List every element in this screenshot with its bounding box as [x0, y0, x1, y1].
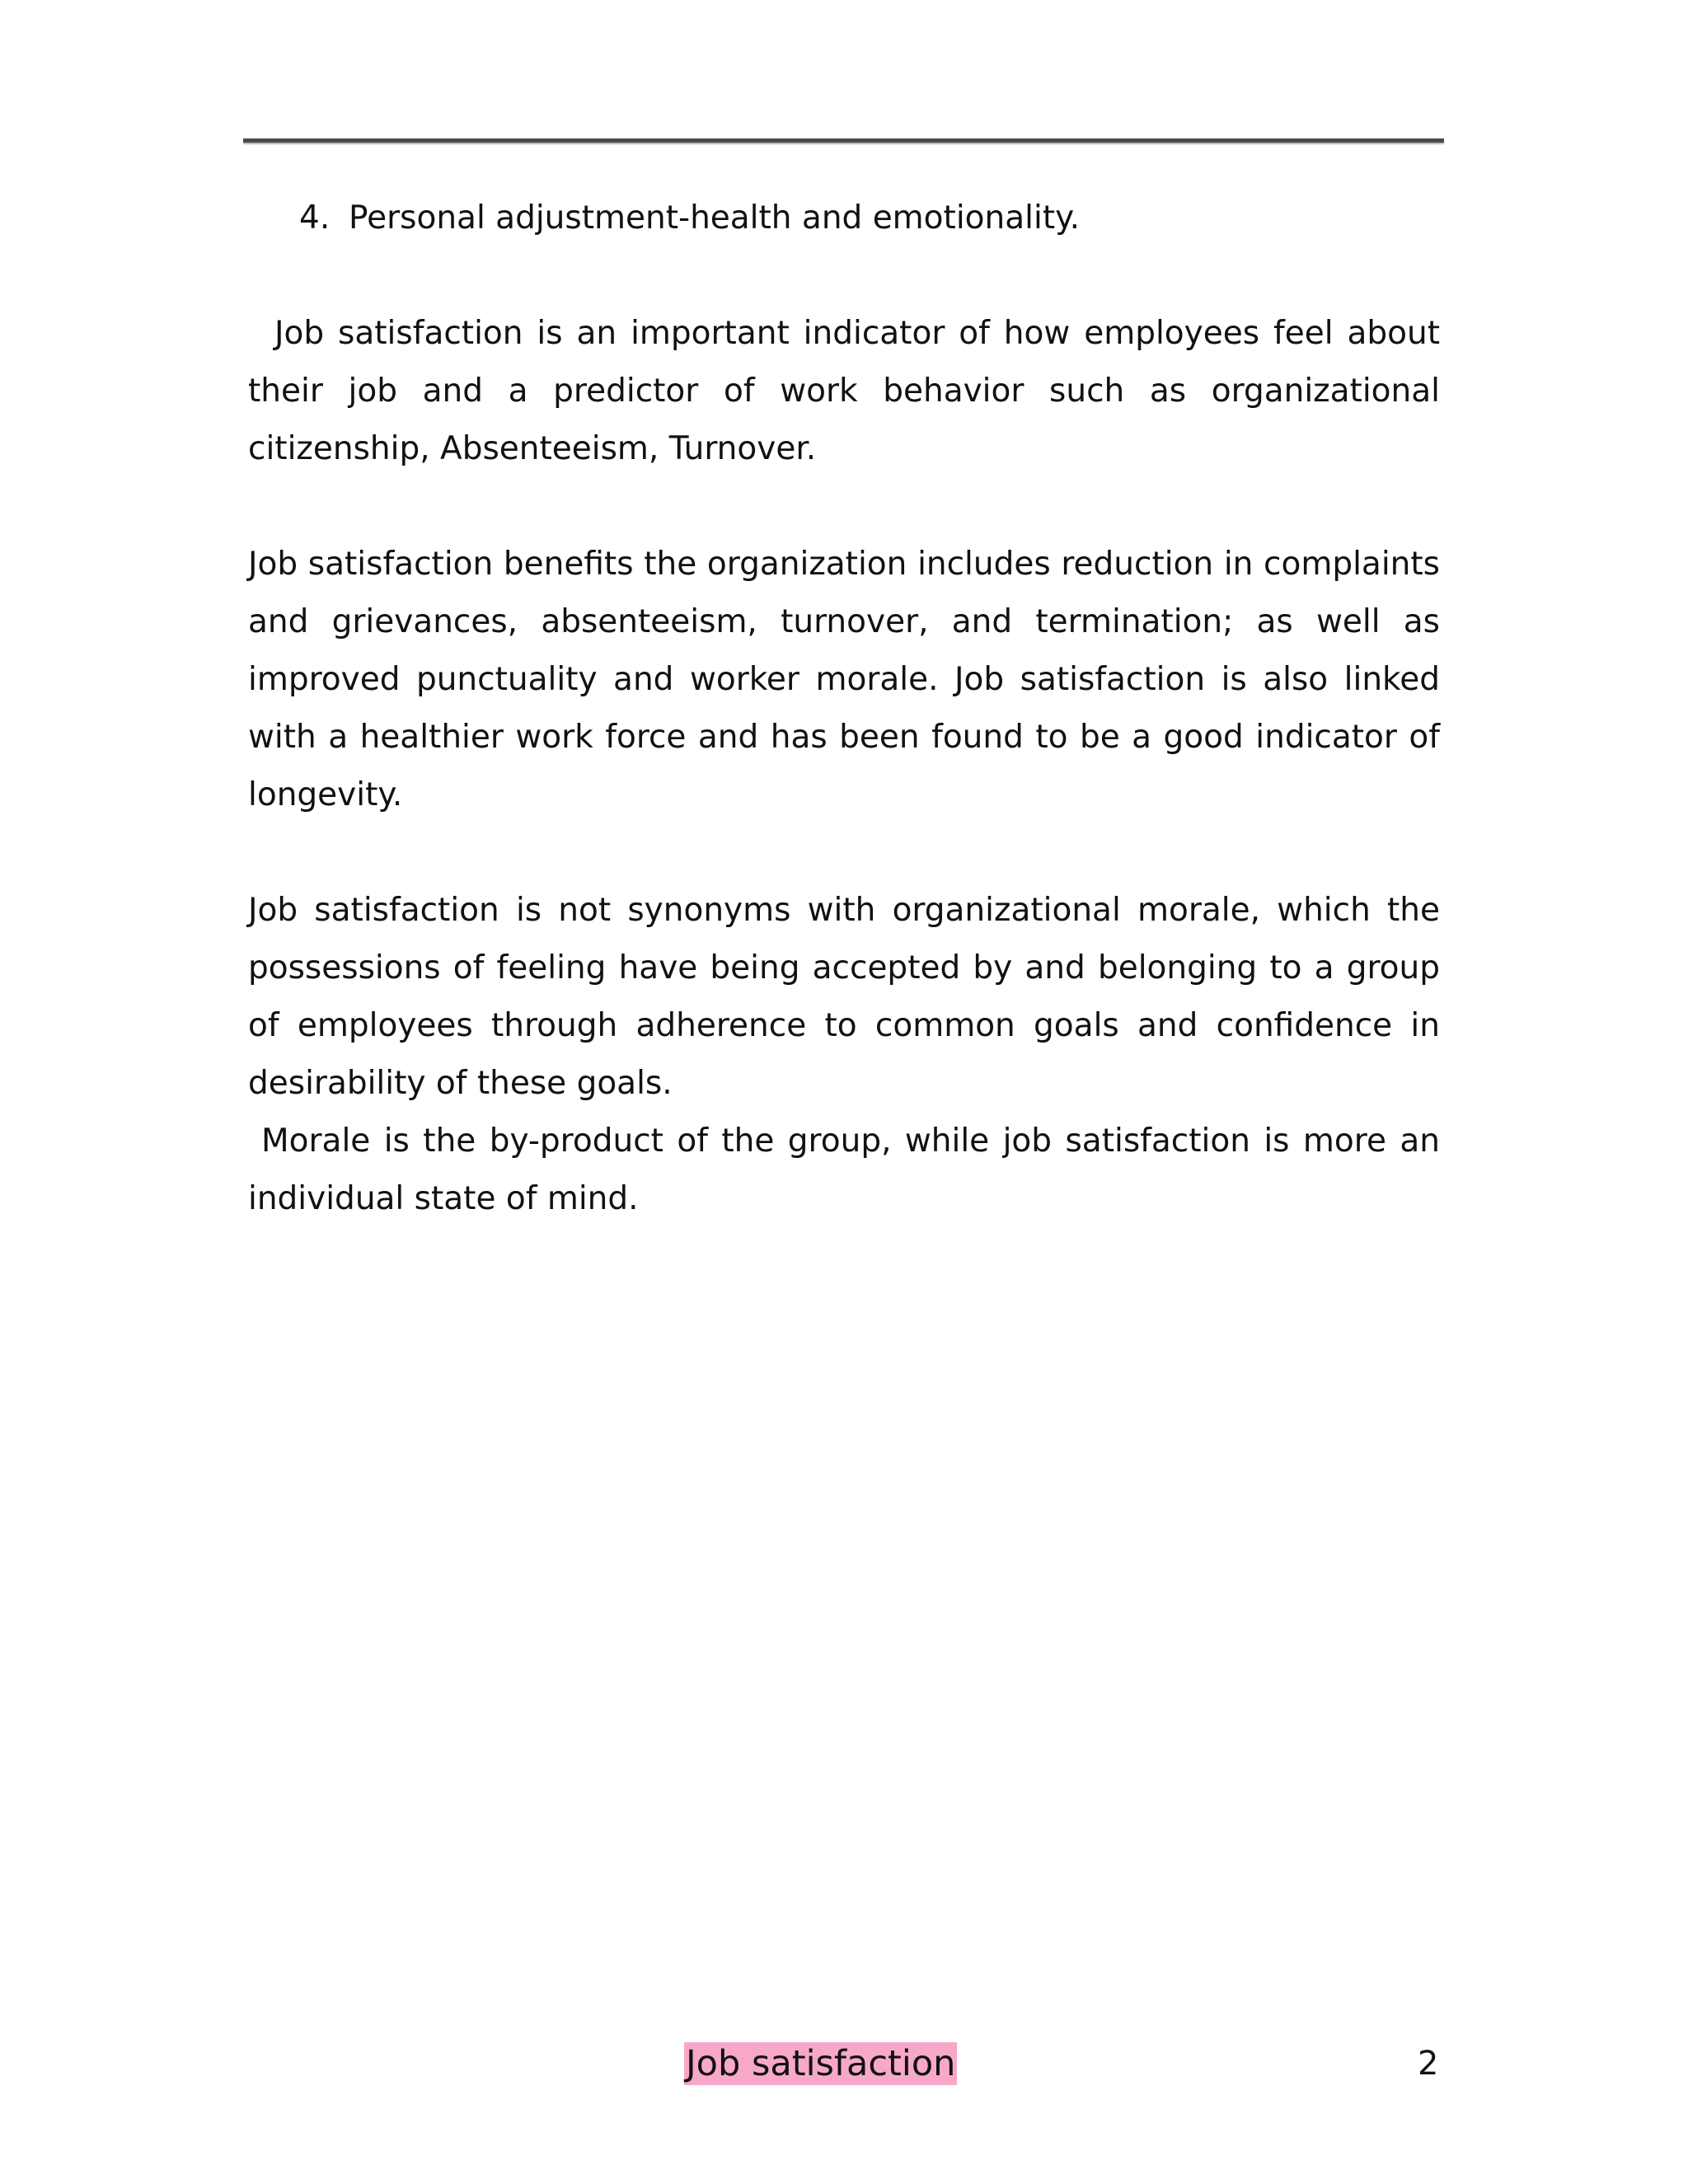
paragraph-indicator: Job satisfaction is an important indicator of how employees feel about their job and a predictor of work behavior such as organizational citizenship, Absenteeism, Turnover. — [248, 315, 1440, 467]
footer-title: Job satisfaction — [686, 2043, 956, 2084]
page-footer — [0, 2036, 1688, 2093]
paragraph-morale-comparison: Job satisfaction is not synonyms with organizational morale, which the possessions of feeling have being accepted by and belonging to a group of employees through adherence to common goals and confidence in desirability of these goals. — [248, 892, 1440, 1102]
document-body — [248, 190, 1440, 1228]
header-rule — [243, 138, 1444, 143]
paragraph-morale-definition: Morale is the by-product of the group, while job satisfaction is more an individual state of mind. — [248, 1122, 1440, 1217]
list-item — [248, 190, 1440, 247]
list-item-text: Personal adjustment-health and emotionality. — [349, 199, 1081, 237]
list-item-number: 4. — [299, 199, 331, 237]
page-number: 2 — [1418, 2045, 1439, 2083]
paragraph-benefits: Job satisfaction benefits the organization includes reduction in complaints and grievances, absenteeism, turnover, and termination; as well as improved punctuality and worker morale. Job satisfaction is also linked with a healthier work force and has been found to be a good indicator of longevity. — [248, 546, 1440, 813]
